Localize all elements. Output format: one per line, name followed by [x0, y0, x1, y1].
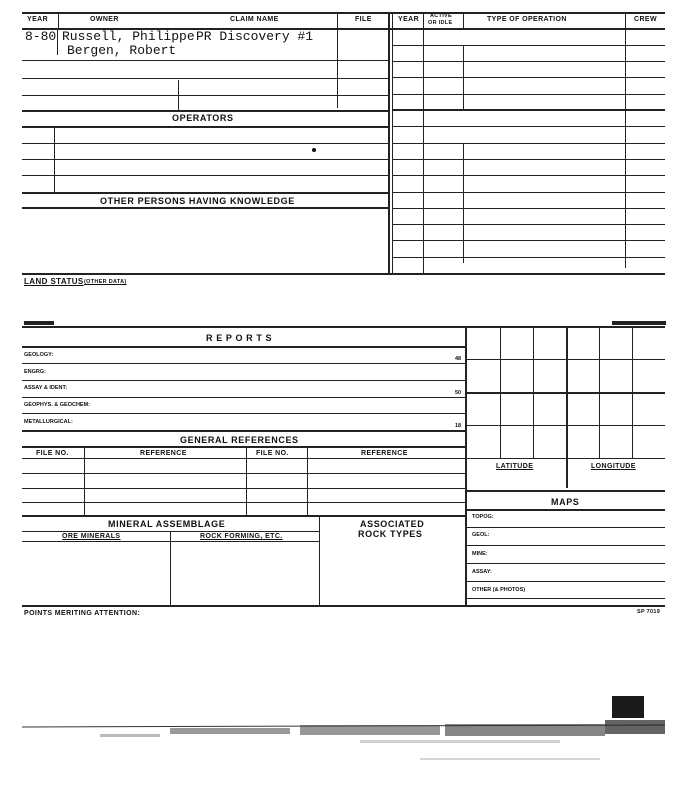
map-geol: GEOL:: [472, 532, 490, 538]
col-or-idle: OR IDLE: [428, 20, 453, 26]
divider: [463, 143, 464, 263]
col-type-of-operation: TYPE OF OPERATION: [487, 16, 567, 23]
section-rule: [22, 446, 465, 448]
col-active: ACTIVE: [430, 13, 452, 19]
entry-year: 8-80: [25, 29, 57, 44]
col-year: YEAR: [27, 16, 49, 23]
divider: [58, 12, 59, 29]
divider: [170, 531, 171, 606]
col-reference-1: REFERENCE: [140, 450, 187, 457]
divider: [625, 28, 626, 268]
divider: [84, 446, 85, 516]
section-rule: [22, 326, 665, 328]
section-rule: [465, 509, 665, 511]
row-line: [22, 363, 465, 364]
main-divider: [465, 326, 467, 606]
grid-line: [465, 425, 665, 426]
row-line: [465, 527, 665, 528]
divider: [319, 515, 320, 606]
form-number: SP 7019: [637, 609, 661, 615]
divider: [337, 28, 338, 108]
operators-title: OPERATORS: [172, 113, 234, 123]
divider: [463, 45, 464, 110]
grid-line: [566, 326, 568, 488]
assoc-rock-2: ROCK TYPES: [358, 529, 423, 539]
col-reference-2: REFERENCE: [361, 450, 408, 457]
section-rule: [465, 490, 665, 492]
row-line: [22, 531, 320, 532]
section-rule: [22, 346, 465, 348]
map-assay: ASSAY:: [472, 569, 492, 575]
assoc-rock-1: ASSOCIATED: [360, 519, 425, 529]
report-geology: GEOLOGY:: [24, 352, 54, 358]
row-line: [22, 159, 389, 160]
entry-owner-2: Bergen, Robert: [67, 43, 177, 58]
section-rule: [22, 605, 665, 607]
map-other: OTHER (& PHOTOS): [472, 587, 526, 593]
row-line: [22, 413, 465, 414]
smudge: [24, 321, 54, 325]
divider: [57, 28, 58, 55]
top-rule: [22, 12, 665, 14]
map-mine: MINE:: [472, 551, 488, 557]
col-rock-forming: ROCK FORMING, ETC.: [200, 533, 283, 540]
divider: [54, 128, 55, 192]
section-rule: [22, 192, 389, 194]
ink-dot: [312, 148, 316, 152]
divider: [463, 12, 464, 29]
mineral-title: MINERAL ASSEMBLAGE: [108, 519, 226, 529]
entry-claim: PR Discovery #1: [196, 29, 314, 44]
row-line: [22, 95, 389, 96]
col-owner: OWNER: [90, 16, 119, 23]
land-status-label: LAND STATUS: [24, 277, 84, 286]
general-refs-title: GENERAL REFERENCES: [180, 435, 299, 445]
row-line: [22, 458, 465, 459]
divider: [337, 12, 338, 29]
report-geology-num: 48: [455, 356, 462, 362]
scan-noise: [0, 690, 678, 770]
section-rule: [22, 207, 389, 209]
report-assay: ASSAY & IDENT:: [24, 385, 68, 391]
section-rule: [22, 110, 389, 112]
report-metallurgical-num: 18: [455, 423, 462, 429]
report-assay-num: 50: [455, 390, 462, 396]
land-status-sub: (OTHER DATA): [84, 279, 127, 285]
grid-line: [465, 359, 665, 360]
maps-title: MAPS: [551, 497, 580, 507]
divider: [307, 446, 308, 516]
report-geophys: GEOPHYS. & GEOCHEM:: [24, 402, 91, 408]
report-engrg: ENGRG:: [24, 369, 46, 375]
latitude-label: LATITUDE: [496, 463, 534, 470]
section-rule: [22, 430, 465, 432]
section-rule: [22, 273, 665, 275]
row-line: [22, 380, 465, 381]
entry-owner-1: Russell, Philippe: [62, 29, 195, 44]
divider: [246, 446, 247, 516]
row-line: [22, 541, 320, 542]
row-line: [465, 545, 665, 546]
col-file-no-1: FILE NO.: [36, 450, 69, 457]
row-line: [22, 488, 465, 489]
section-rule: [22, 126, 389, 128]
row-line: [22, 175, 389, 176]
col-crew: CREW: [634, 16, 657, 23]
grid-line: [465, 458, 665, 459]
grid-line: [465, 392, 665, 394]
col-claim-name: CLAIM NAME: [230, 16, 279, 23]
row-line: [22, 78, 389, 79]
divider: [178, 80, 179, 110]
row-line: [465, 598, 665, 599]
col-year-2: YEAR: [398, 16, 420, 23]
longitude-label: LONGITUDE: [591, 463, 636, 470]
row-line: [22, 502, 465, 503]
col-file-no-2: FILE NO.: [256, 450, 289, 457]
row-line: [465, 581, 665, 582]
points-meriting-attention: POINTS MERITING ATTENTION:: [24, 610, 141, 617]
col-ore-minerals: ORE MINERALS: [62, 533, 121, 540]
col-file: FILE: [355, 16, 372, 23]
map-topog: TOPOG:: [472, 514, 494, 520]
section-rule: [22, 515, 465, 517]
report-metallurgical: METALLURGICAL:: [24, 419, 73, 425]
row-line: [465, 563, 665, 564]
divider: [625, 12, 626, 29]
reports-title: R E P O R T S: [206, 333, 273, 343]
row-line: [22, 473, 465, 474]
other-persons-title: OTHER PERSONS HAVING KNOWLEDGE: [100, 196, 295, 206]
row-line: [22, 143, 389, 144]
row-line: [22, 60, 389, 61]
smudge: [612, 321, 666, 325]
row-line: [22, 397, 465, 398]
